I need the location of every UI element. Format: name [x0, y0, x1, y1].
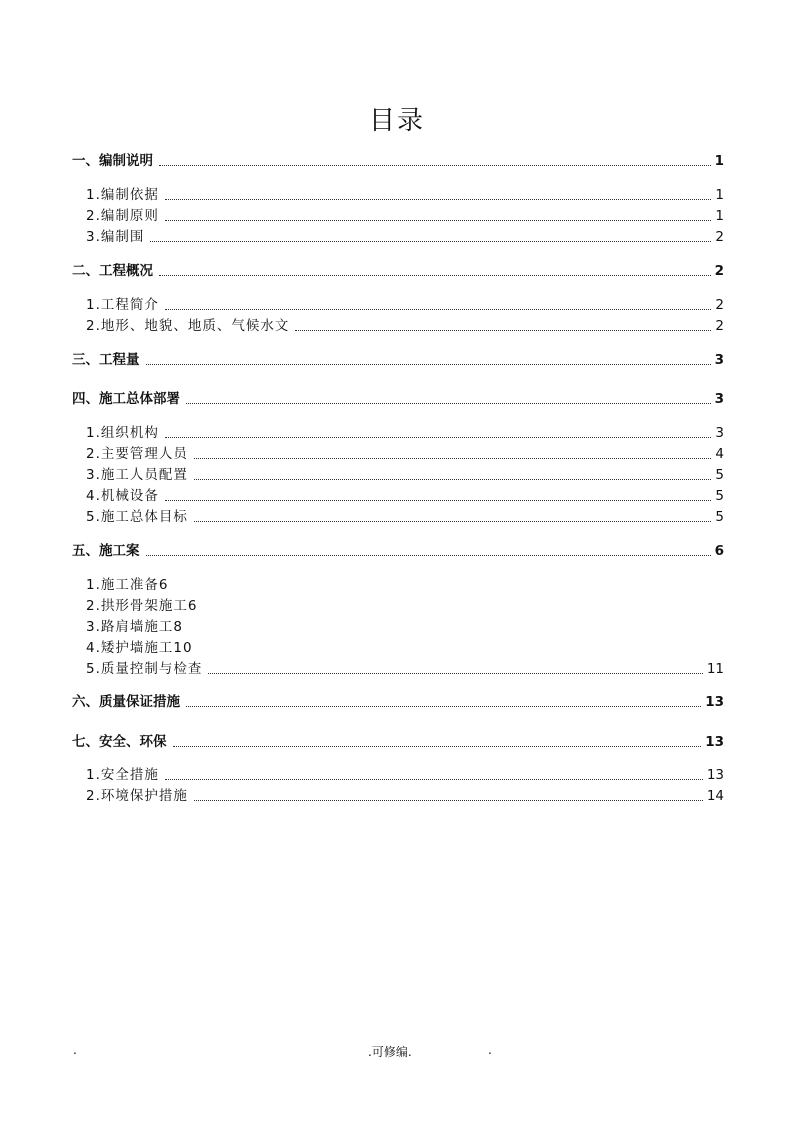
toc-page-number: 1: [714, 153, 724, 169]
toc-dot-leader: [208, 672, 702, 674]
toc-entry-label: 1.安全措施: [86, 767, 159, 783]
toc-page-number: 13: [705, 734, 724, 750]
toc-dot-leader: [150, 240, 711, 242]
toc-dot-leader: [295, 329, 711, 331]
toc-dot-leader: [146, 363, 711, 365]
toc-subsection-entry[interactable]: [72, 659, 724, 679]
toc-page-number: 5: [715, 488, 724, 504]
toc-entry-label: 1.组织机构: [86, 425, 159, 441]
footer-right: .: [488, 1043, 492, 1057]
toc-section-entry[interactable]: [72, 692, 724, 712]
toc-entry-label: 3.路肩墙施工8: [86, 619, 183, 635]
toc-page-number: 11: [706, 661, 724, 677]
toc-entry-label: 1.施工准备6: [86, 577, 169, 593]
toc-entry-label: 五、施工案: [72, 543, 140, 559]
toc-dot-leader: [146, 554, 711, 556]
toc-dot-leader: [165, 499, 712, 501]
toc-dot-leader: [186, 705, 701, 707]
toc-section-entry[interactable]: [72, 541, 724, 561]
toc-entry-label: 四、施工总体部署: [72, 391, 180, 407]
toc-section-entry[interactable]: [72, 389, 724, 409]
toc-dot-leader: [159, 274, 711, 276]
toc-dot-leader: [165, 308, 712, 310]
toc-page-number: 13: [706, 767, 724, 783]
toc-subsection-entry[interactable]: [72, 185, 724, 205]
toc-dot-leader: [165, 219, 712, 221]
toc-page-number: 2: [715, 229, 724, 245]
toc-subsection-entry[interactable]: [72, 575, 724, 595]
toc-subsection-entry[interactable]: [72, 486, 724, 506]
toc-dot-leader: [194, 457, 712, 459]
toc-page-number: 1: [715, 187, 724, 203]
toc-dot-leader: [186, 402, 711, 404]
toc-page-number: 13: [705, 694, 724, 710]
page-footer: [0, 1043, 794, 1059]
toc-page-number: 14: [706, 788, 724, 804]
footer-center: .可修编.: [368, 1045, 412, 1059]
toc-dot-leader: [165, 198, 712, 200]
toc-subsection-entry[interactable]: [72, 316, 724, 336]
toc-entry-label: 一、编制说明: [72, 153, 153, 169]
toc-page-number: 6: [714, 543, 724, 559]
toc-subsection-entry[interactable]: [72, 227, 724, 247]
toc-subsection-entry[interactable]: [72, 596, 724, 616]
toc-entry-label: 2.主要管理人员: [86, 446, 188, 462]
toc-entry-label: 4.机械设备: [86, 488, 159, 504]
toc-subsection-entry[interactable]: [72, 617, 724, 637]
toc-page-number: 4: [715, 446, 724, 462]
toc-dot-leader: [173, 745, 702, 747]
toc-dot-leader: [165, 436, 712, 438]
toc-entry-label: 3.施工人员配置: [86, 467, 188, 483]
toc-page-number: 1: [715, 208, 724, 224]
toc-subsection-entry[interactable]: [72, 206, 724, 226]
toc-page-number: 3: [714, 391, 724, 407]
toc-entry-label: 二、工程概况: [72, 263, 153, 279]
footer-left: .: [73, 1043, 77, 1057]
toc-section-entry[interactable]: [72, 732, 724, 752]
toc-section-entry[interactable]: [72, 261, 724, 281]
toc-subsection-entry[interactable]: [72, 638, 724, 658]
toc-entry-label: 1.编制依据: [86, 187, 159, 203]
toc-entry-label: 三、工程量: [72, 352, 140, 368]
toc-section-entry[interactable]: [72, 350, 724, 370]
toc-dot-leader: [194, 520, 712, 522]
toc-dot-leader: [165, 778, 703, 780]
toc-entry-label: 4.矮护墙施工10: [86, 640, 193, 656]
toc-entry-label: 2.环境保护措施: [86, 788, 188, 804]
toc-subsection-entry[interactable]: [72, 765, 724, 785]
toc-subsection-entry[interactable]: [72, 786, 724, 806]
toc-subsection-entry[interactable]: [72, 444, 724, 464]
toc-entry-label: 七、安全、环保: [72, 734, 167, 750]
page-title: 目录: [368, 106, 425, 136]
toc-dot-leader: [159, 164, 711, 166]
toc-page-number: 5: [715, 467, 724, 483]
toc-subsection-entry[interactable]: [72, 465, 724, 485]
toc-entry-label: 2.拱形骨架施工6: [86, 598, 198, 614]
toc-page-number: 2: [714, 263, 724, 279]
toc-page-number: 5: [715, 509, 724, 525]
toc-subsection-entry[interactable]: [72, 423, 724, 443]
toc-page-number: 2: [715, 297, 724, 313]
toc-entry-label: 3.编制围: [86, 229, 145, 245]
toc-entry-label: 5.施工总体目标: [86, 509, 188, 525]
toc-entry-label: 2.地形、地貌、地质、气候水文: [86, 318, 290, 334]
toc-entry-label: 2.编制原则: [86, 208, 159, 224]
toc-entry-label: 六、质量保证措施: [72, 694, 180, 710]
toc-subsection-entry[interactable]: [72, 507, 724, 527]
toc-section-entry[interactable]: [72, 151, 724, 171]
toc-page-number: 3: [714, 352, 724, 368]
toc-dot-leader: [194, 799, 703, 801]
toc-dot-leader: [194, 478, 712, 480]
toc-page-number: 2: [715, 318, 724, 334]
toc-page-number: 3: [715, 425, 724, 441]
toc-entry-label: 1.工程简介: [86, 297, 159, 313]
toc-subsection-entry[interactable]: [72, 295, 724, 315]
toc-entry-label: 5.质量控制与检查: [86, 661, 203, 677]
